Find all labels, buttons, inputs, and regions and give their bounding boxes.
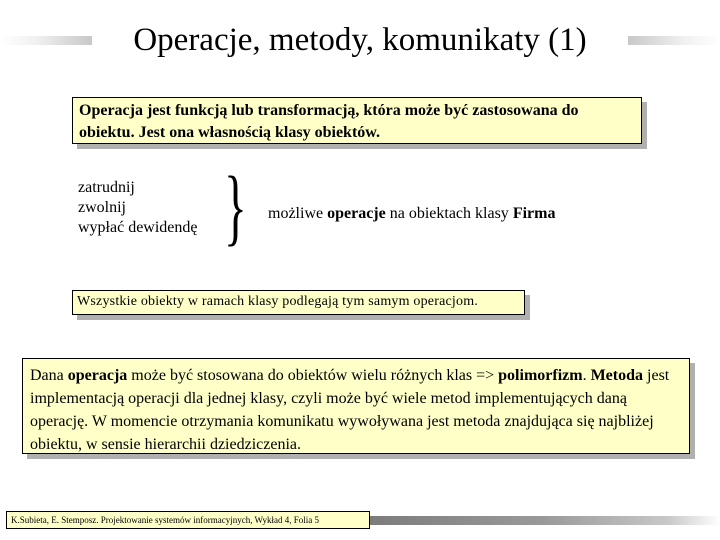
operation-item: wypłać dewidendę [78,219,198,236]
brace-caption-middle: na obiektach klasy [385,205,513,222]
poly-text-3: . [582,367,591,384]
brace-caption-prefix: możliwe [268,205,328,222]
footer-decor-bar [370,516,720,525]
poly-term-method: Metoda [590,367,644,384]
definition-box [72,97,642,144]
right-brace: } [224,158,247,254]
footer-text: K.Subieta, E. Stemposz. Projektowanie systemów informacyjnych, Wykład 4, Folia 5 [11,515,319,525]
note-box [72,290,525,315]
operation-item: zatrudnij [78,179,135,196]
footer-citation [6,511,370,529]
poly-text-1: Dana [30,367,68,384]
poly-term-polymorphism: polimorfizm [498,367,583,384]
poly-text-4: jest implementacją operacji dla jednej klasy, czyli może być wiele metod implementujących daną operację. W momencie otrzymania komunikatu wywoływana jest metoda znajdująca się najbliżej obiektu, w sensie hierarchii dziedziczenia. [30,367,670,453]
poly-text-2: może być stosowana do obiektów wielu różnych klas => [127,367,499,384]
brace-caption [268,204,555,224]
operation-item: zwolnij [78,199,126,216]
polymorphism-box [22,358,690,454]
poly-term-operation: operacja [67,367,128,384]
definition-text: Operacja jest funkcją lub transformacją, która może być zastosowana do obiektu. Jest ona własnością klasy obiektów. [79,102,579,141]
brace-caption-operations: operacje [327,205,386,222]
brace-caption-class: Firma [512,205,556,222]
operations-list [78,178,198,238]
note-text: Wszystkie obiekty w ramach klasy podlegają tym samym operacjom. [77,294,478,309]
slide-title: Operacje, metody, komunikaty (1) [133,22,587,58]
